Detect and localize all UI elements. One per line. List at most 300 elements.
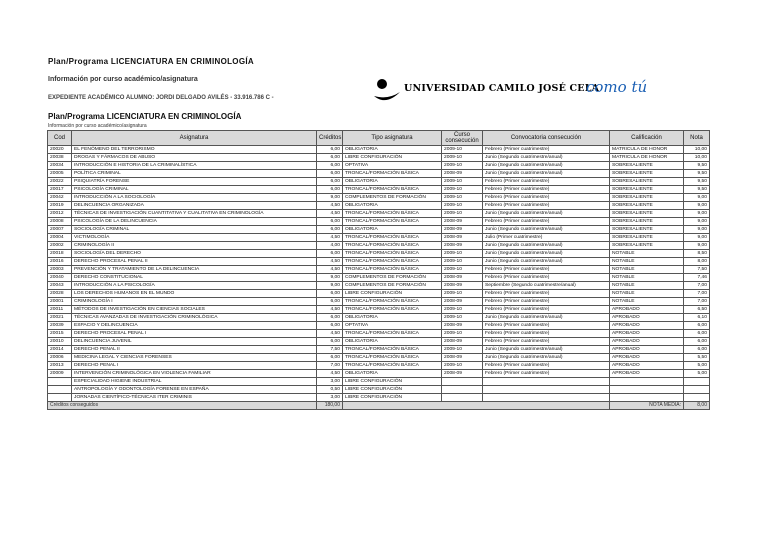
cell-cod: 20016: [48, 258, 72, 266]
cell-cod: 20022: [48, 178, 72, 186]
cell-convocatoria: Febrero (Primer cuatrimestre): [483, 362, 610, 370]
cell-tipo: OBLIGATORIA: [343, 178, 442, 186]
cell-cod: 20043: [48, 282, 72, 290]
cell-convocatoria: Junio (Segundo cuatrimestre/anual): [483, 226, 610, 234]
cell-asignatura: PSIQUIATRÍA FORENSE: [72, 178, 317, 186]
cell-creditos: 6,00: [317, 226, 343, 234]
cell-curso: [442, 386, 483, 394]
cell-convocatoria: Junio (Segundo cuatrimestre/anual): [483, 346, 610, 354]
table-row: [48, 146, 710, 154]
cell-calificacion: SOBRESALIENTE: [610, 194, 684, 202]
cell-calificacion: SOBRESALIENTE: [610, 234, 684, 242]
cell-creditos: 6,00: [317, 338, 343, 346]
cell-tipo: COMPLEMENTOS DE FORMACIÓN: [343, 274, 442, 282]
cell-convocatoria: Febrero (Primer cuatrimestre): [483, 298, 610, 306]
cell-asignatura: DERECHO CONSTITUCIONAL: [72, 274, 317, 282]
cell-nota: 5,50: [684, 354, 710, 362]
cell-creditos: 9,00: [317, 282, 343, 290]
cell-creditos: 6,00: [317, 154, 343, 162]
cell-creditos: 3,00: [317, 394, 343, 402]
table-row: [48, 362, 710, 370]
cell-curso: 2008-09: [442, 298, 483, 306]
cell-asignatura: DERECHO PENAL I: [72, 362, 317, 370]
cell-creditos: 6,00: [317, 322, 343, 330]
cell-tipo: TRONCAL/FORMACIÓN BÁSICA: [343, 362, 442, 370]
cell-creditos: 6,00: [317, 146, 343, 154]
cell-asignatura: MÉTODOS DE INVESTIGACIÓN EN CIENCIAS SOCIALES: [72, 306, 317, 314]
cell-creditos: 6,00: [317, 298, 343, 306]
cell-creditos: 9,00: [317, 274, 343, 282]
cell-creditos: 4,50: [317, 258, 343, 266]
cell-convocatoria: Febrero (Primer cuatrimestre): [483, 186, 610, 194]
cell-tipo: OBLIGATORIA: [343, 338, 442, 346]
cell-convocatoria: Febrero (Primer cuatrimestre): [483, 338, 610, 346]
cell-asignatura: INTRODUCCIÓN A LA SOCIOLOGÍA: [72, 194, 317, 202]
cell-asignatura: POLÍTICA CRIMINAL: [72, 170, 317, 178]
cell-cod: 20005: [48, 170, 72, 178]
cell-tipo: OBLIGATORIA: [343, 202, 442, 210]
cell-nota: 9,00: [684, 242, 710, 250]
cell-calificacion: SOBRESALIENTE: [610, 178, 684, 186]
plan-title-2: Plan/Programa LICENCIATURA EN CRIMINOLOGÍA: [48, 112, 242, 121]
cell-tipo: TRONCAL/FORMACIÓN BÁSICA: [343, 298, 442, 306]
cell-tipo: COMPLEMENTOS DE FORMACIÓN: [343, 282, 442, 290]
cell-tipo: OBLIGATORIA: [343, 370, 442, 378]
info-subtitle: Información por curso académico/asignatura: [48, 76, 198, 83]
header-cod: Cod: [48, 131, 72, 146]
cell-nota: 5,00: [684, 370, 710, 378]
cell-cod: 20020: [48, 146, 72, 154]
cell-nota: 9,50: [684, 170, 710, 178]
cell-tipo: TRONCAL/FORMACIÓN BÁSICA: [343, 218, 442, 226]
cell-asignatura: DERECHO PENAL II: [72, 346, 317, 354]
cell-curso: 2009-10: [442, 362, 483, 370]
credits-label: Créditos conseguidos: [48, 402, 317, 410]
cell-curso: [442, 394, 483, 402]
cell-calificacion: APROBADO: [610, 314, 684, 322]
cell-nota: 6,00: [684, 322, 710, 330]
cell-convocatoria: Febrero (Primer cuatrimestre): [483, 266, 610, 274]
cell-nota: 9,00: [684, 226, 710, 234]
grades-table: [47, 130, 710, 410]
cell-tipo: TRONCAL/FORMACIÓN BÁSICA: [343, 170, 442, 178]
table-row: [48, 346, 710, 354]
cell-convocatoria: Julio (Primer cuatrimestre): [483, 234, 610, 242]
header-tipo: Tipo asignatura: [343, 131, 442, 146]
cell-nota: 6,00: [684, 338, 710, 346]
cell-curso: 2008-09: [442, 322, 483, 330]
cell-calificacion: APROBADO: [610, 346, 684, 354]
cell-creditos: 4,50: [317, 266, 343, 274]
footer-spacer: [343, 402, 610, 410]
cell-cod: 20040: [48, 274, 72, 282]
cell-nota: 9,00: [684, 218, 710, 226]
cell-asignatura: PSICOLOGÍA CRIMINAL: [72, 186, 317, 194]
cell-creditos: 6,00: [317, 354, 343, 362]
cell-tipo: TRONCAL/FORMACIÓN BÁSICA: [343, 250, 442, 258]
cell-convocatoria: Junio (Segundo cuatrimestre/anual): [483, 258, 610, 266]
cell-nota: 9,00: [684, 210, 710, 218]
cell-tipo: OPTATIVA: [343, 322, 442, 330]
cell-cod: 20002: [48, 242, 72, 250]
cell-cod: 20042: [48, 194, 72, 202]
cell-asignatura: CRIMINOLOGÍA I: [72, 298, 317, 306]
cell-curso: 2008-09: [442, 274, 483, 282]
cell-calificacion: SOBRESALIENTE: [610, 242, 684, 250]
cell-asignatura: SOCIOLOGÍA DEL DERECHO: [72, 250, 317, 258]
header-creditos: Créditos: [317, 131, 343, 146]
info-subtitle-2: Información por curso académico/asignatura: [48, 123, 147, 129]
cell-convocatoria: Febrero (Primer cuatrimestre): [483, 274, 610, 282]
cell-asignatura: MEDICINA LEGAL Y CIENCIAS FORENSES: [72, 354, 317, 362]
table-row: [48, 290, 710, 298]
cell-nota: 5,00: [684, 362, 710, 370]
cell-calificacion: NOTABLE: [610, 250, 684, 258]
cell-convocatoria: Febrero (Primer cuatrimestre): [483, 370, 610, 378]
cell-nota: 6,00: [684, 346, 710, 354]
table-row: [48, 338, 710, 346]
cell-calificacion: MATRICULA DE HONOR: [610, 154, 684, 162]
cell-convocatoria: Febrero (Primer cuatrimestre): [483, 330, 610, 338]
cell-convocatoria: Junio (Segundo cuatrimestre/anual): [483, 250, 610, 258]
cell-creditos: 6,00: [317, 178, 343, 186]
cell-curso: 2008-09: [442, 234, 483, 242]
cell-asignatura: PSICOLOGÍA DE LA DELINCUENCIA: [72, 218, 317, 226]
header-calificacion: Calificación: [610, 131, 684, 146]
cell-creditos: 6,00: [317, 250, 343, 258]
cell-asignatura: INTERVENCIÓN CRIMINOLÓGICA EN VIOLENCIA FAMILIAR: [72, 370, 317, 378]
table-row: [48, 210, 710, 218]
cell-cod: 20011: [48, 306, 72, 314]
cell-nota: 10,00: [684, 154, 710, 162]
cell-nota: [684, 394, 710, 402]
cell-curso: 2008-09: [442, 242, 483, 250]
cell-creditos: 6,00: [317, 290, 343, 298]
cell-creditos: 7,50: [317, 346, 343, 354]
cell-creditos: 7,00: [317, 362, 343, 370]
cell-curso: 2009-10: [442, 290, 483, 298]
cell-creditos: 4,50: [317, 306, 343, 314]
cell-curso: 2008-09: [442, 226, 483, 234]
table-row: [48, 250, 710, 258]
cell-convocatoria: Junio (Segundo cuatrimestre/anual): [483, 154, 610, 162]
cell-nota: 9,50: [684, 178, 710, 186]
cell-convocatoria: Febrero (Primer cuatrimestre): [483, 290, 610, 298]
cell-cod: [48, 386, 72, 394]
cell-asignatura: EL FENÓMENO DEL TERRORISMO: [72, 146, 317, 154]
cell-nota: 6,50: [684, 306, 710, 314]
cell-asignatura: DELINCUENCIA JUVENIL: [72, 338, 317, 346]
cell-calificacion: SOBRESALIENTE: [610, 186, 684, 194]
cell-creditos: 6,00: [317, 314, 343, 322]
cell-nota: 7,50: [684, 266, 710, 274]
cell-calificacion: NOTABLE: [610, 298, 684, 306]
cell-convocatoria: [483, 378, 610, 386]
cell-cod: 20012: [48, 210, 72, 218]
cell-calificacion: APROBADO: [610, 338, 684, 346]
cell-tipo: TRONCAL/FORMACIÓN BÁSICA: [343, 186, 442, 194]
cell-nota: 6,00: [684, 330, 710, 338]
cell-creditos: 4,50: [317, 330, 343, 338]
table-row: [48, 378, 710, 386]
cell-tipo: LIBRE CONFIGURACIÓN: [343, 290, 442, 298]
cell-creditos: 6,00: [317, 186, 343, 194]
header-asignatura: Asignatura: [72, 131, 317, 146]
cell-tipo: TRONCAL/FORMACIÓN BÁSICA: [343, 266, 442, 274]
cell-asignatura: ESPACIO Y DELINCUENCIA: [72, 322, 317, 330]
cell-creditos: 0,50: [317, 386, 343, 394]
table-row: [48, 242, 710, 250]
cell-tipo: TRONCAL/FORMACIÓN BÁSICA: [343, 346, 442, 354]
cell-cod: 20017: [48, 186, 72, 194]
cell-tipo: OBLIGATORIA: [343, 314, 442, 322]
cell-calificacion: [610, 386, 684, 394]
cell-calificacion: NOTABLE: [610, 282, 684, 290]
cell-calificacion: SOBRESALIENTE: [610, 162, 684, 170]
table-row: [48, 306, 710, 314]
table-row: [48, 170, 710, 178]
cell-calificacion: MATRICULA DE HONOR: [610, 146, 684, 154]
cell-creditos: 4,50: [317, 234, 343, 242]
cell-nota: 7,46: [684, 274, 710, 282]
cell-convocatoria: Febrero (Primer cuatrimestre): [483, 306, 610, 314]
table-row: [48, 322, 710, 330]
cell-curso: 2008-09: [442, 218, 483, 226]
cell-tipo: TRONCAL/FORMACIÓN BÁSICA: [343, 242, 442, 250]
cell-curso: 2009-10: [442, 346, 483, 354]
cell-tipo: COMPLEMENTOS DE FORMACIÓN: [343, 194, 442, 202]
cell-convocatoria: Junio (Segundo cuatrimestre/anual): [483, 242, 610, 250]
cell-asignatura: DERECHO PROCESAL PENAL I: [72, 330, 317, 338]
table-row: [48, 314, 710, 322]
table-row: [48, 178, 710, 186]
cell-asignatura: DERECHO PROCESAL PENAL II: [72, 258, 317, 266]
table-footer-row: [48, 402, 710, 410]
cell-asignatura: TÉCNICAS DE INVESTIGACIÓN CUANTITATIVA Y CUALITATIVA EN CRIMINOLOGÍA: [72, 210, 317, 218]
cell-cod: 20015: [48, 330, 72, 338]
cell-creditos: 4,50: [317, 202, 343, 210]
cell-cod: 20039: [48, 322, 72, 330]
cell-nota: 7,00: [684, 298, 710, 306]
cell-tipo: TRONCAL/FORMACIÓN BÁSICA: [343, 234, 442, 242]
expediente-line: EXPEDIENTE ACADÉMICO ALUMNO: JORDI DELGADO AVILÉS - 33.916.786 C -: [48, 95, 274, 101]
cell-curso: 2009-10: [442, 330, 483, 338]
cell-curso: 2009-10: [442, 266, 483, 274]
cell-tipo: LIBRE CONFIGURACIÓN: [343, 378, 442, 386]
cell-curso: 2008-09: [442, 354, 483, 362]
cell-cod: 20034: [48, 162, 72, 170]
cell-nota: 10,00: [684, 146, 710, 154]
cell-creditos: 6,00: [317, 162, 343, 170]
cell-asignatura: SOCIOLOGÍA CRIMINAL: [72, 226, 317, 234]
cell-convocatoria: Febrero (Primer cuatrimestre): [483, 202, 610, 210]
cell-tipo: TRONCAL/FORMACIÓN BÁSICA: [343, 354, 442, 362]
cell-convocatoria: Junio (Segundo cuatrimestre/anual): [483, 162, 610, 170]
cell-asignatura: CRIMINOLOGÍA II: [72, 242, 317, 250]
cell-tipo: LIBRE CONFIGURACIÓN: [343, 386, 442, 394]
cell-asignatura: JORNADAS CIENTÍFICO-TÉCNICAS ITER CRIMINIS: [72, 394, 317, 402]
cell-asignatura: ANTROPOLOGÍA Y ODONTOLOGÍA FORENSE EN ESPAÑA: [72, 386, 317, 394]
university-logo: [372, 74, 648, 108]
cell-cod: 20001: [48, 298, 72, 306]
cell-calificacion: [610, 378, 684, 386]
cell-nota: 9,00: [684, 234, 710, 242]
cell-nota: 9,50: [684, 186, 710, 194]
cell-asignatura: DROGAS Y FÁRMACOS DE ABUSO: [72, 154, 317, 162]
cell-tipo: TRONCAL/FORMACIÓN BÁSICA: [343, 210, 442, 218]
cell-cod: 20028: [48, 290, 72, 298]
cell-calificacion: NOTABLE: [610, 258, 684, 266]
cell-calificacion: NOTABLE: [610, 290, 684, 298]
cell-creditos: 9,00: [317, 194, 343, 202]
cell-asignatura: DELINCUENCIA ORGANIZADA: [72, 202, 317, 210]
cell-tipo: OPTATIVA: [343, 162, 442, 170]
cell-nota: 9,00: [684, 194, 710, 202]
cell-curso: 2008-09: [442, 370, 483, 378]
cell-curso: 2008-09: [442, 338, 483, 346]
cell-cod: 20004: [48, 234, 72, 242]
header-nota: Nota: [684, 131, 710, 146]
cell-cod: [48, 394, 72, 402]
table-row: [48, 266, 710, 274]
cell-curso: 2009-10: [442, 314, 483, 322]
cell-tipo: TRONCAL/FORMACIÓN BÁSICA: [343, 258, 442, 266]
nota-media-label: NOTA MEDIA:: [610, 402, 684, 410]
table-row: [48, 394, 710, 402]
cell-tipo: TRONCAL/FORMACIÓN BÁSICA: [343, 330, 442, 338]
table-header-row: [48, 131, 710, 146]
cell-nota: 8,00: [684, 258, 710, 266]
cell-curso: 2009-10: [442, 146, 483, 154]
table-row: [48, 234, 710, 242]
cell-tipo: OBLIGATORIA: [343, 146, 442, 154]
cell-curso: 2008-09: [442, 282, 483, 290]
table-row: [48, 354, 710, 362]
cell-cod: 20003: [48, 266, 72, 274]
cell-calificacion: SOBRESALIENTE: [610, 202, 684, 210]
table-row: [48, 154, 710, 162]
credits-total: 180,00: [317, 402, 343, 410]
cell-asignatura: TÉCNICAS AVANZADAS DE INVESTIGACIÓN CRIMINOLÓGICA: [72, 314, 317, 322]
cell-calificacion: SOBRESALIENTE: [610, 170, 684, 178]
cell-curso: 2009-10: [442, 154, 483, 162]
cell-calificacion: APROBADO: [610, 354, 684, 362]
cell-convocatoria: Septiembre (Segundo cuatrimestre/anual): [483, 282, 610, 290]
cell-cod: 20010: [48, 338, 72, 346]
cell-creditos: 6,00: [317, 170, 343, 178]
table-row: [48, 282, 710, 290]
cell-asignatura: LOS DERECHOS HUMANOS EN EL MUNDO: [72, 290, 317, 298]
cell-tipo: LIBRE CONFIGURACIÓN: [343, 394, 442, 402]
cell-cod: [48, 378, 72, 386]
cell-cod: 20014: [48, 346, 72, 354]
cell-calificacion: APROBADO: [610, 322, 684, 330]
cell-cod: 20019: [48, 202, 72, 210]
cell-convocatoria: Febrero (Primer cuatrimestre): [483, 146, 610, 154]
cell-curso: 2009-10: [442, 162, 483, 170]
cell-convocatoria: [483, 386, 610, 394]
cell-calificacion: NOTABLE: [610, 274, 684, 282]
cell-creditos: 6,00: [317, 218, 343, 226]
cell-curso: 2009-10: [442, 210, 483, 218]
table-row: [48, 194, 710, 202]
cell-convocatoria: Junio (Segundo cuatrimestre/anual): [483, 354, 610, 362]
cell-convocatoria: Febrero (Primer cuatrimestre): [483, 218, 610, 226]
cell-asignatura: ESPECIALIDAD HIGIENE INDUSTRIAL: [72, 378, 317, 386]
cell-calificacion: APROBADO: [610, 306, 684, 314]
cell-curso: 2009-10: [442, 194, 483, 202]
cell-cod: 20008: [48, 218, 72, 226]
cell-curso: 2008-09: [442, 170, 483, 178]
cell-convocatoria: [483, 394, 610, 402]
cell-nota: [684, 378, 710, 386]
cell-convocatoria: Junio (Segundo cuatrimestre/anual): [483, 170, 610, 178]
cell-creditos: 3,00: [317, 378, 343, 386]
plan-title: Plan/Programa LICENCIATURA EN CRIMINOLOGÍA: [48, 57, 254, 66]
logo-script: como tú: [586, 78, 648, 96]
table-row: [48, 218, 710, 226]
cell-curso: 2009-10: [442, 258, 483, 266]
cell-creditos: 4,00: [317, 242, 343, 250]
table-row: [48, 202, 710, 210]
cell-convocatoria: Febrero (Primer cuatrimestre): [483, 194, 610, 202]
cell-cod: 20009: [48, 370, 72, 378]
table-row: [48, 370, 710, 378]
cell-asignatura: INTRODUCCIÓN A LA PSICOLOGÍA: [72, 282, 317, 290]
table-row: [48, 162, 710, 170]
cell-calificacion: APROBADO: [610, 362, 684, 370]
cell-asignatura: INTRODUCCIÓN E HISTORIA DE LA CRIMINALÍSTICA: [72, 162, 317, 170]
cell-cod: 20038: [48, 154, 72, 162]
cell-curso: 2009-10: [442, 178, 483, 186]
cell-tipo: OBLIGATORIA: [343, 226, 442, 234]
cell-cod: 20007: [48, 226, 72, 234]
cell-asignatura: PREVENCIÓN Y TRATAMIENTO DE LA DELINCUENCIA: [72, 266, 317, 274]
cell-nota: 8,50: [684, 250, 710, 258]
cell-curso: 2009-10: [442, 202, 483, 210]
cell-calificacion: APROBADO: [610, 330, 684, 338]
cell-nota: 6,10: [684, 314, 710, 322]
cell-calificacion: SOBRESALIENTE: [610, 218, 684, 226]
cell-creditos: 4,50: [317, 370, 343, 378]
cell-tipo: LIBRE CONFIGURACIÓN: [343, 154, 442, 162]
cell-cod: 20018: [48, 250, 72, 258]
cell-tipo: TRONCAL/FORMACIÓN BÁSICA: [343, 306, 442, 314]
cell-creditos: 4,50: [317, 210, 343, 218]
cell-convocatoria: Febrero (Primer cuatrimestre): [483, 322, 610, 330]
cell-nota: [684, 386, 710, 394]
cell-curso: 2009-10: [442, 186, 483, 194]
cell-calificacion: [610, 394, 684, 402]
table-row: [48, 330, 710, 338]
cell-convocatoria: Junio (Segundo cuatrimestre/anual): [483, 210, 610, 218]
logo-mark-icon: [372, 76, 402, 106]
cell-convocatoria: Junio (Segundo cuatrimestre/anual): [483, 314, 610, 322]
nota-media-value: 8,00: [684, 402, 710, 410]
header-convocatoria: Convocatoria consecución: [483, 131, 610, 146]
cell-calificacion: NOTABLE: [610, 266, 684, 274]
cell-cod: 20006: [48, 354, 72, 362]
cell-nota: 7,00: [684, 282, 710, 290]
cell-cod: 20021: [48, 314, 72, 322]
cell-calificacion: SOBRESALIENTE: [610, 210, 684, 218]
table-row: [48, 386, 710, 394]
cell-nota: 7,00: [684, 290, 710, 298]
cell-convocatoria: Febrero (Primer cuatrimestre): [483, 178, 610, 186]
cell-cod: 20013: [48, 362, 72, 370]
cell-asignatura: VICTIMOLOGÍA: [72, 234, 317, 242]
cell-nota: 9,50: [684, 162, 710, 170]
